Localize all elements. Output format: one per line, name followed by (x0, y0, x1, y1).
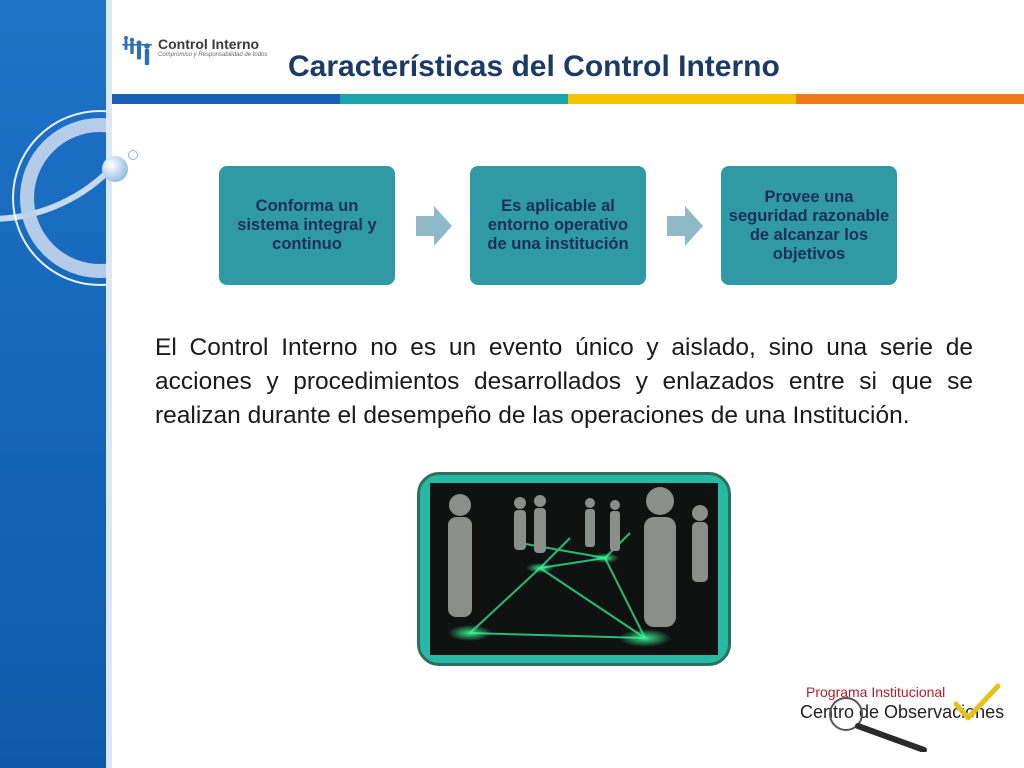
obs-logo-line2: Centro de Observaciones (800, 702, 1005, 722)
observaciones-logo (800, 682, 1010, 752)
body-paragraph: El Control Interno no es un evento único y aislado, sino una serie de acciones y procedimientos desarrollados y enlazados entre si que se realizan durante el desempeño de las operaciones de una Institución. (155, 334, 973, 429)
process-step-1 (219, 166, 395, 285)
people-chain-icon (122, 32, 162, 72)
left-decorative-band (0, 0, 112, 768)
decorative-bubble (102, 156, 128, 182)
logo-subtitle: Compromiso y Responsabilidad de todos (158, 52, 268, 58)
decorative-bubble-small (128, 150, 138, 160)
process-step-1-text: Conforma un sistema integral y continuo (237, 197, 377, 253)
arrow-right-icon (416, 206, 452, 246)
header-color-bar (112, 94, 1024, 104)
logo-title: Control Interno (158, 36, 260, 52)
color-bar-orange (796, 94, 1024, 104)
arrow-right-icon (667, 206, 703, 246)
process-step-3-text: Provee una seguridad razonable de alcanzar los objetivos (728, 187, 890, 263)
magnifier-icon (820, 692, 930, 752)
obs-logo-line1: Programa Institucional (806, 684, 946, 700)
slide-title: Características del Control Interno (288, 50, 780, 83)
network-people-image (430, 483, 718, 655)
color-bar-blue (112, 94, 340, 104)
network-people-illustration (430, 483, 718, 655)
checkmark-icon (952, 682, 1002, 722)
control-interno-logo (122, 32, 282, 72)
process-step-2-text: Es aplicable al entorno operativo de una institución (487, 197, 629, 253)
process-step-2 (470, 166, 646, 285)
band-edge-stripe (106, 0, 112, 768)
color-bar-yellow (568, 94, 796, 104)
network-people-image-frame (417, 472, 731, 666)
process-step-3 (721, 166, 897, 285)
color-bar-teal (340, 94, 568, 104)
